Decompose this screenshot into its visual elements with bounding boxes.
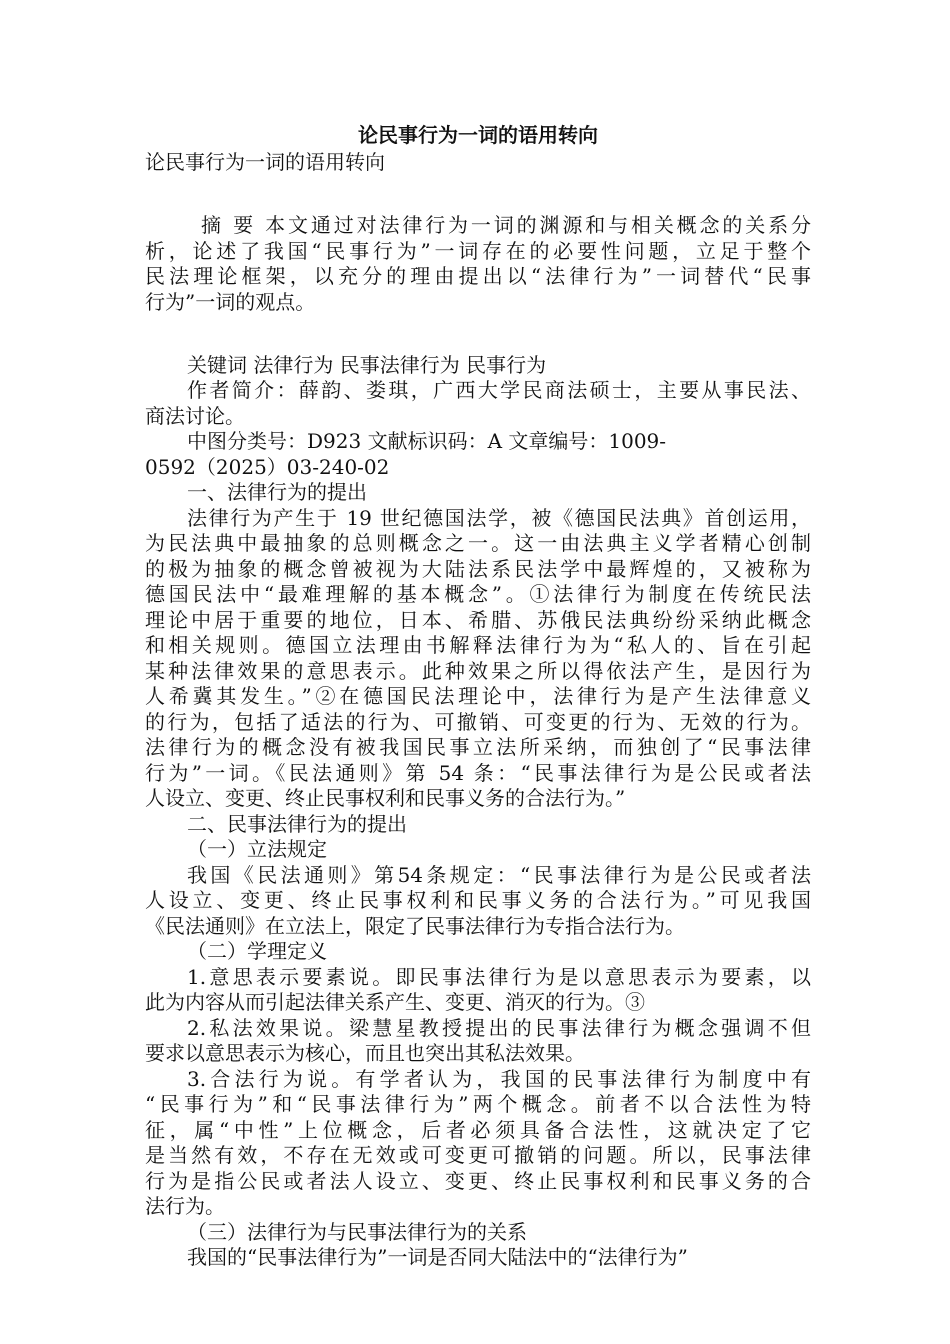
abstract-line: 摘 要 本文通过对法律行为一词的渊源和与相关概念的关系分 [201, 213, 811, 237]
body-line: 征，属“中性”上位概念，后者必须具备合法性，这就决定了它 [145, 1117, 811, 1142]
body-line: 和相关规则。德国立法理由书解释法律行为为“私人的、旨在引起 [145, 633, 811, 657]
body-line: 的极为抽象的概念曾被视为大陆法系民法学中最辉煌的，又被称为 [145, 556, 811, 581]
body-line: 德国民法中“最难理解的基本概念”。①法律行为制度在传统民法 [145, 582, 811, 606]
abstract [145, 213, 811, 315]
keywords: 关键词 法律行为 民事法律行为 民事行为 [187, 352, 547, 377]
section-1-body [145, 506, 811, 812]
body-line: 1.意思表示要素说。即民事法律行为是以意思表示为要素，以 [187, 964, 811, 989]
author-info [145, 378, 811, 429]
body-line: 法律行为产生于 19 世纪德国法学，被《德国民法典》首创运用， [187, 505, 811, 530]
author-line: 商法讨论。 [145, 403, 245, 428]
body-line: 2.私法效果说。梁慧星教授提出的民事法律行为概念强调不但 [187, 1015, 811, 1040]
spacer [145, 341, 811, 353]
body-line: 法律行为的概念没有被我国民事立法所采纳，而独创了“民事法律 [145, 735, 811, 759]
body-line: 的行为，包括了适法的行为、可撤销、可变更的行为、无效的行为。 [145, 709, 811, 734]
body-line: 某种法律效果的意思表示。此种效果之所以得依法产生，是因行为 [145, 658, 811, 683]
classification-line: 0592（2025）03-240-02 [145, 454, 390, 479]
classification-info [145, 429, 811, 480]
body-line: 我国《民法通则》第54条规定：“民事法律行为是公民或者法 [187, 862, 811, 887]
spacer [145, 176, 811, 202]
document-page [145, 120, 811, 1271]
subsection-heading: （二）学理定义 [187, 939, 327, 963]
section-heading: 一、法律行为的提出 [187, 480, 367, 504]
body-line: 是当然有效，不存在无效或可变更可撤销的问题。所以，民事法律 [145, 1143, 811, 1167]
body-line: 人设立、变更、终止民事权利和民事义务的合法行为。” [145, 786, 626, 810]
subsection-1-body [145, 863, 811, 940]
abstract-line: 民法理论框架，以充分的理由提出以“法律行为”一词替代“民事 [145, 264, 811, 288]
document-subtitle: 论民事行为一词的语用转向 [145, 150, 385, 174]
body-line: 行为是指公民或者法人设立、变更、终止民事权利和民事义务的合 [145, 1168, 811, 1193]
body-line: 我国的“民事法律行为”一词是否同大陆法中的“法律行为” [187, 1245, 688, 1269]
subsection-2-body [145, 965, 811, 1220]
spacer [145, 201, 811, 213]
body-line: 《民法通则》在立法上，限定了民事法律行为专指合法行为。 [145, 913, 685, 938]
abstract-line: 行为”一词的观点。 [145, 289, 316, 314]
subsection-3-body [145, 1245, 811, 1271]
body-line: 法行为。 [145, 1194, 225, 1218]
body-line: 人希冀其发生。”②在德国民法理论中，法律行为是产生法律意义 [145, 684, 811, 708]
section-heading: 二、民事法律行为的提出 [187, 811, 407, 836]
subsection-heading: （三）法律行为与民事法律行为的关系 [187, 1219, 527, 1244]
body-line: 理论中居于重要的地位，日本、希腊、苏俄民法典纷纷采纳此概念 [145, 607, 811, 632]
body-line: “民事行为”和“民事法律行为”两个概念。前者不以合法性为特 [145, 1092, 811, 1116]
author-line: 作者简介：薛韵、娄琪，广西大学民商法硕士，主要从事民法、 [187, 378, 811, 402]
body-line: 此为内容从而引起法律关系产生、变更、消灭的行为。③ [145, 990, 645, 1014]
body-line: 为民法典中最抽象的总则概念之一。这一由法典主义学者精心创制 [145, 531, 811, 555]
spacer [145, 315, 811, 341]
body-line: 人设立、变更、终止民事权利和民事义务的合法行为。”可见我国 [145, 888, 811, 912]
subsection-heading: （一）立法规定 [187, 837, 327, 861]
classification-line: 中图分类号：D923 文献标识码：A 文章编号：1009- [187, 429, 667, 453]
document-title: 论民事行为一词的语用转向 [358, 123, 598, 147]
abstract-line: 析，论述了我国“民事行为”一词存在的必要性问题，立足于整个 [145, 238, 811, 263]
body-line: 要求以意思表示为核心，而且也突出其私法效果。 [145, 1041, 585, 1065]
body-line: 3.合法行为说。有学者认为，我国的民事法律行为制度中有 [187, 1066, 811, 1091]
body-line: 行为”一词。《民法通则》第 54 条：“民事法律行为是公民或者法 [145, 760, 811, 785]
